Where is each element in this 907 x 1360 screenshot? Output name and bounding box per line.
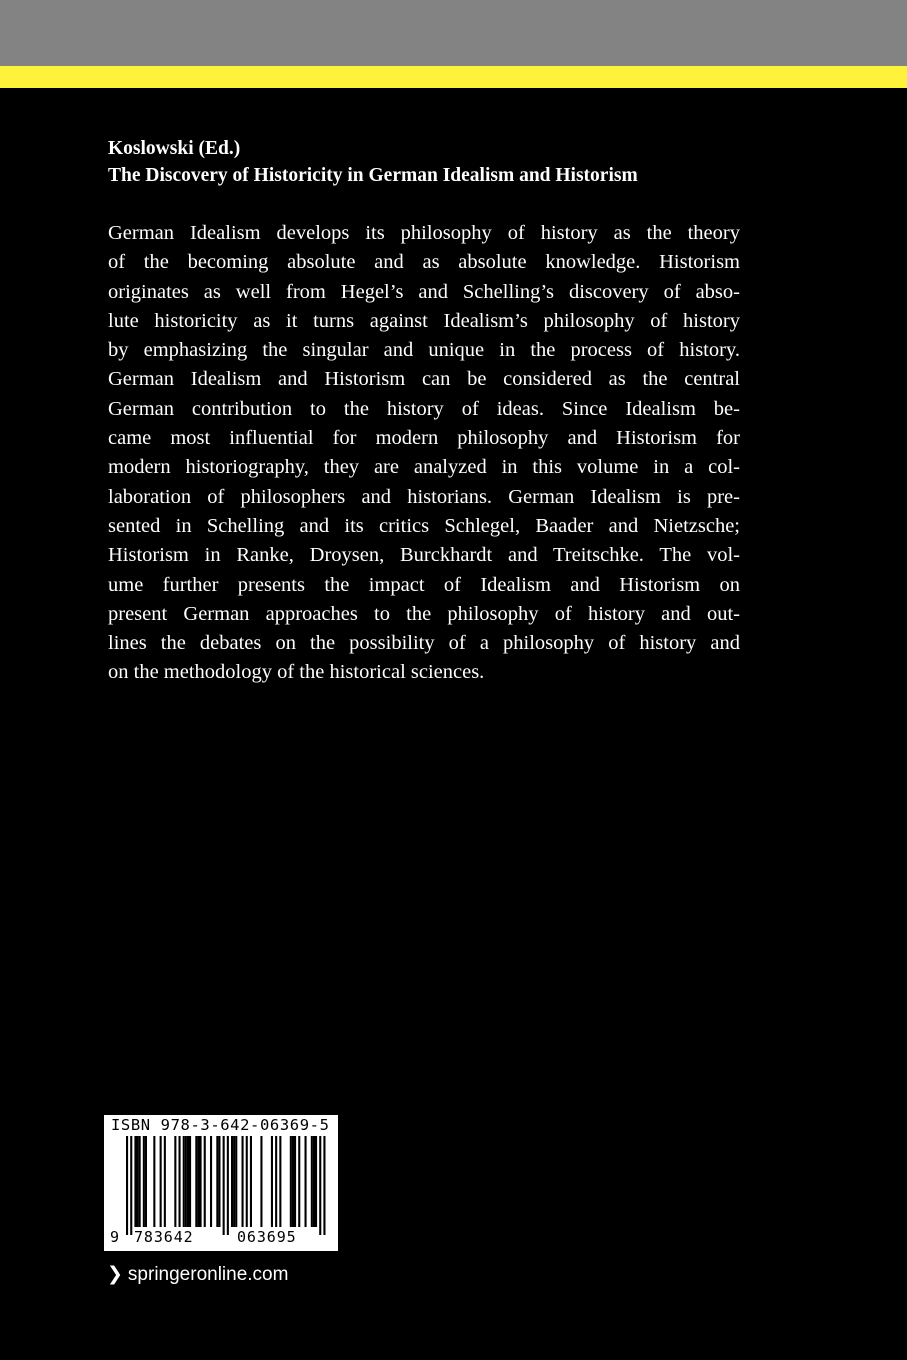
cover-header xyxy=(108,135,768,189)
barcode-bar xyxy=(216,1136,218,1227)
barcode-bar xyxy=(164,1136,166,1227)
barcode-bar xyxy=(200,1136,202,1227)
barcode-bar xyxy=(218,1136,220,1227)
isbn-label: ISBN 978-3-642-06369-5 xyxy=(111,1116,330,1134)
barcode-bar xyxy=(305,1136,307,1227)
barcode-bar xyxy=(134,1136,136,1227)
barcode-bar xyxy=(179,1136,181,1227)
description-line: ume further presents the impact of Idealism and Historism on xyxy=(108,573,740,596)
barcode-bar xyxy=(204,1136,206,1227)
description-line: by emphasizing the singular and unique in the process of history. xyxy=(108,339,740,362)
book-title: The Discovery of Historicity in German Idealism and Historism xyxy=(108,165,638,186)
barcode-bar xyxy=(315,1136,317,1227)
barcode-bar xyxy=(260,1136,262,1227)
description-line: Historism in Ranke, Droysen, Burckhardt and Treitschke. The vol- xyxy=(108,544,740,567)
description-line: of the becoming absolute and as absolute knowledge. Historism xyxy=(108,251,740,274)
description-line: laboration of philosophers and historians. German Idealism is pre- xyxy=(108,485,740,508)
book-description xyxy=(108,219,740,688)
barcode-bar xyxy=(271,1136,273,1227)
barcode-bar xyxy=(323,1136,325,1235)
barcode-bar xyxy=(185,1136,187,1227)
barcode-bar xyxy=(153,1136,155,1227)
website-url[interactable]: springeronline.com xyxy=(127,1264,289,1285)
description-line: German Idealism and Historism can be considered as the central xyxy=(108,368,740,391)
barcode-bar xyxy=(290,1136,292,1227)
description-line: originates as well from Hegel’s and Schelling’s discovery of abso- xyxy=(108,280,740,303)
barcode-bar xyxy=(298,1136,300,1227)
isbn-barcode xyxy=(104,1115,338,1251)
description-line: German Idealism develops its philosophy of history as the theory xyxy=(108,222,740,244)
description-line: came most influential for modern philosophy and Historism for xyxy=(108,427,740,450)
barcode-first-digit: 9 xyxy=(110,1228,120,1246)
top-gray-band xyxy=(0,0,907,66)
barcode-bar xyxy=(160,1136,162,1227)
barcode-right-digits: 063695 xyxy=(237,1228,297,1246)
barcode-bar xyxy=(197,1136,199,1227)
barcode-bar xyxy=(246,1136,248,1227)
description-line: sented in Schelling and its critics Schlegel, Baader and Nietzsche; xyxy=(108,514,740,537)
barcode-bar xyxy=(145,1136,147,1227)
barcode-bar xyxy=(189,1136,191,1227)
publisher-website[interactable] xyxy=(107,1263,288,1287)
barcode-bar xyxy=(223,1136,225,1235)
author-line: Koslowski (Ed.) xyxy=(108,138,241,159)
barcode-bar xyxy=(313,1136,315,1227)
barcode-bar xyxy=(210,1136,212,1227)
barcode-bar xyxy=(242,1136,244,1227)
description-line: present German approaches to the philosophy of history and out- xyxy=(108,602,740,625)
barcode-bar xyxy=(227,1136,229,1235)
yellow-accent-stripe xyxy=(0,66,907,88)
barcode-bar xyxy=(233,1136,235,1227)
barcode-bar xyxy=(250,1136,252,1227)
barcode-bar xyxy=(275,1136,277,1227)
barcode-bar xyxy=(195,1136,197,1227)
barcode-bar xyxy=(292,1136,294,1227)
chevron-right-icon: ❯ xyxy=(107,1264,123,1285)
barcode-bar xyxy=(319,1136,321,1235)
barcode-bar xyxy=(187,1136,189,1227)
barcode-bar xyxy=(137,1136,139,1227)
barcode-bar xyxy=(235,1136,237,1227)
description-line: modern historiography, they are analyzed in this volume in a col- xyxy=(108,456,740,479)
description-line: lute historicity as it turns against Idealism’s philosophy of history xyxy=(108,309,740,332)
barcode-left-digits: 783642 xyxy=(134,1228,194,1246)
barcode-bar xyxy=(311,1136,313,1227)
description-line: lines the debates on the possibility of a philosophy of history and xyxy=(108,632,740,655)
barcode-bar xyxy=(139,1136,141,1227)
description-line: on the methodology of the historical sciences. xyxy=(108,661,485,684)
barcode-bar xyxy=(143,1136,145,1227)
barcode-bar xyxy=(279,1136,281,1227)
barcode-bar xyxy=(183,1136,185,1227)
description-line: German contribution to the history of ideas. Since Idealism be- xyxy=(108,397,740,420)
barcode-bar xyxy=(126,1136,128,1235)
barcode-bar xyxy=(130,1136,132,1235)
barcode-bar xyxy=(231,1136,233,1227)
barcode-bar xyxy=(174,1136,176,1227)
barcode-bar xyxy=(294,1136,296,1227)
